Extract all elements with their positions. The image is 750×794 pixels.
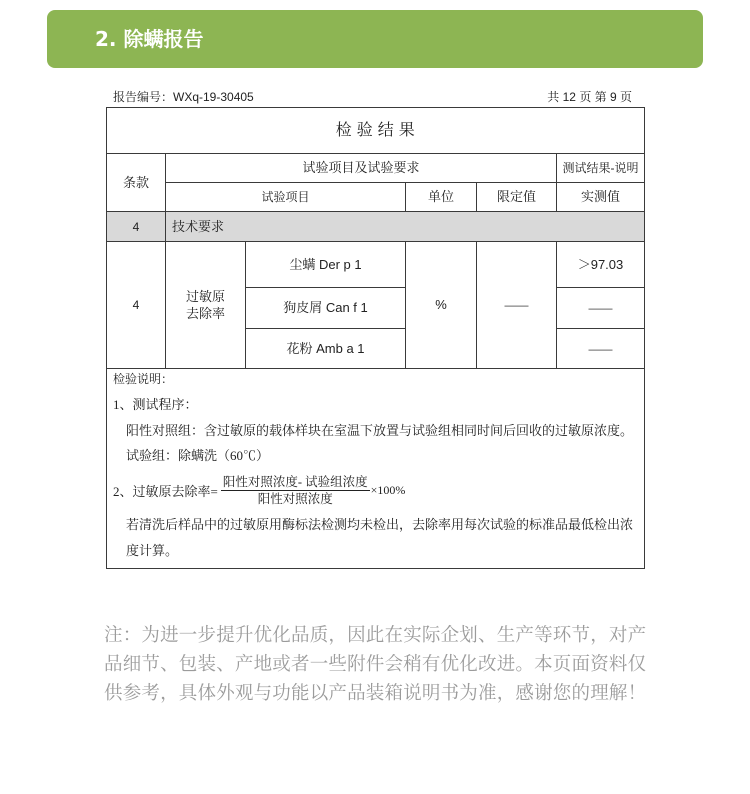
- formula-denominator: 阳性对照浓度: [257, 492, 333, 506]
- section-row-clause: [106, 211, 166, 242]
- header-measured-label: 实测值: [580, 189, 620, 204]
- section-row-label: 技术要求: [172, 218, 225, 234]
- data-row-item-line: 过敏原: [185, 289, 225, 304]
- report-number: 报告编号：WXq-19-30405: [113, 90, 254, 104]
- formula-label: 2、过敏原去除率=: [113, 484, 218, 499]
- header-unit: [405, 182, 477, 212]
- subitem-row: [245, 241, 406, 288]
- test-group-description: 试验组：除螨洗（60℃）: [126, 448, 270, 463]
- header-limit-label: 限定值: [496, 189, 536, 204]
- disclaimer-note: [104, 621, 646, 708]
- inspection-notes: [106, 368, 645, 569]
- formula-numerator: 阳性对照浓度- 试验组浓度: [222, 475, 368, 489]
- disclaimer-line: 供参考，具体外观与功能以产品装箱说明书为准，感谢您的理解！: [104, 683, 647, 704]
- procedure-heading: 1、测试程序：: [113, 397, 198, 412]
- section-row-label-cell: [165, 211, 645, 242]
- disclaimer-line: 注：为进一步提升优化品质，因此在实际企划、生产等环节，对产: [104, 625, 647, 646]
- positive-control-description: 阳性对照组：含过敏原的载体样块在室温下放置与试验组相同时间后回收的过敏原浓度。: [126, 423, 634, 438]
- remark-line: 度计算。: [126, 543, 179, 558]
- data-row-item-line: 去除率: [185, 306, 225, 321]
- measured-value-cell: [556, 287, 645, 329]
- header-clause: [106, 153, 166, 212]
- remark-line: 若清洗后样品中的过敏原用酶标法检测均未检出，去除率用每次试验的标准品最低检出浓: [126, 517, 634, 532]
- measured-value-cell: [556, 241, 645, 288]
- notes-heading: 检验说明：: [113, 372, 174, 386]
- subitem-name: 尘螨 Der p 1: [289, 256, 362, 272]
- data-row-clause-number: 4: [132, 298, 140, 312]
- subitem-row: [245, 328, 406, 369]
- header-limit: [476, 182, 557, 212]
- subitem-name: 花粉 Amb a 1: [286, 340, 365, 356]
- data-row-unit: [405, 241, 477, 369]
- header-test-item: [165, 182, 406, 212]
- removal-rate-formula: [113, 474, 405, 507]
- header-unit-label: 单位: [427, 189, 454, 204]
- measured-value: ——: [588, 301, 613, 315]
- header-items-requirements: [165, 153, 557, 183]
- formula-suffix: ×100%: [370, 483, 406, 497]
- data-row-clause: [106, 241, 166, 369]
- header-test-item-label: 试验项目: [261, 190, 310, 204]
- header-measured: [556, 182, 645, 212]
- data-row-limit-value: ——: [504, 298, 529, 312]
- table-title-cell: [106, 107, 645, 154]
- header-items-requirements-label: 试验项目及试验要求: [302, 160, 420, 175]
- inspection-result-table: [106, 107, 645, 569]
- data-row-limit: [476, 241, 557, 369]
- header-result-description-label: 测试结果-说明: [562, 161, 639, 175]
- report-page-info: 共 12 页 第 9 页: [547, 90, 632, 104]
- subitem-row: [245, 287, 406, 329]
- measured-value: ——: [588, 341, 613, 356]
- measured-value: ＞97.03: [577, 256, 624, 272]
- data-row-item-label: [186, 288, 225, 322]
- data-row-unit-value: %: [435, 297, 447, 312]
- formula-fraction: [221, 474, 370, 507]
- disclaimer-line: 品细节、包装、产地或者一些附件会稍有优化改进。本页面资料仅: [104, 654, 647, 675]
- measured-value-cell: [556, 328, 645, 369]
- section-row-clause-number: 4: [132, 219, 140, 234]
- header-clause-label: 条款: [122, 174, 149, 190]
- section-title: 2. 除螨报告: [95, 27, 204, 51]
- table-title: 检 验 结 果: [335, 121, 416, 139]
- data-row-item: [165, 241, 246, 369]
- header-result-description: [556, 153, 645, 183]
- subitem-name: 狗皮屑 Can f 1: [283, 300, 368, 315]
- section-header-bar: [47, 10, 703, 68]
